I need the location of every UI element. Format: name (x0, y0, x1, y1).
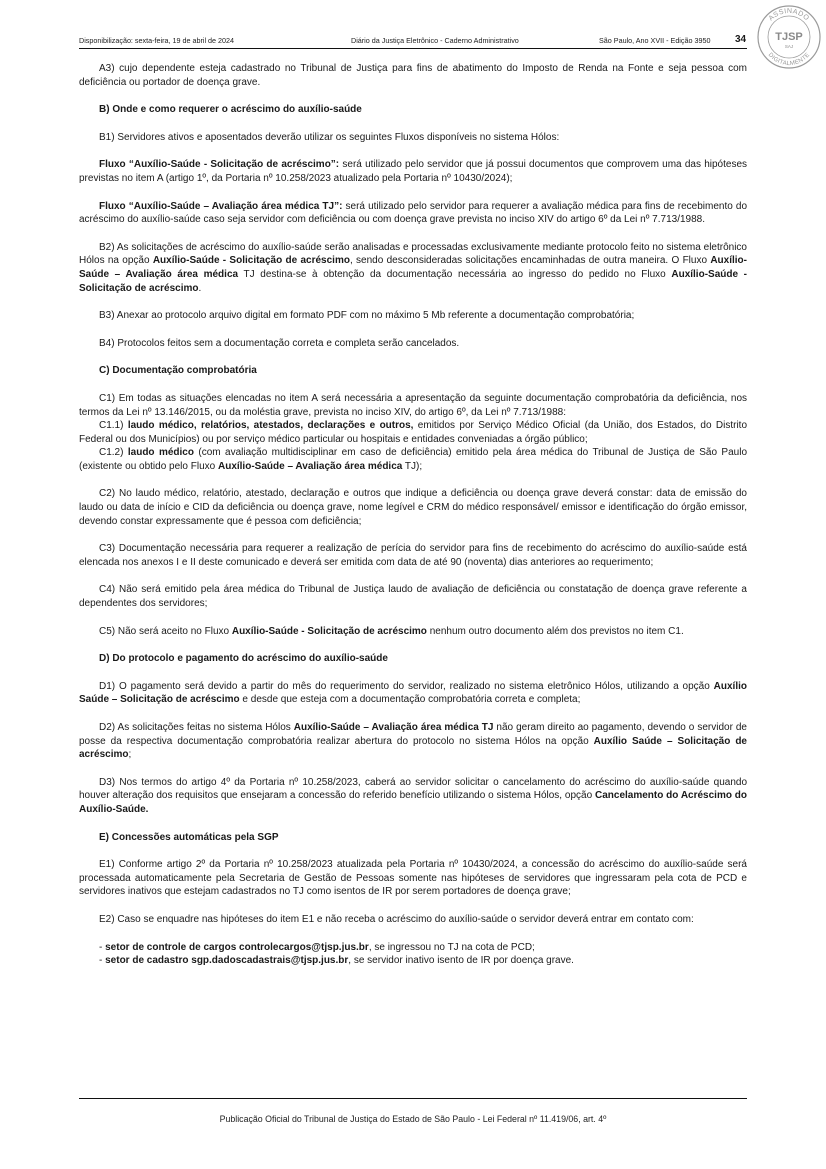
paragraph-fluxo-solicitacao (79, 158, 747, 185)
paragraph-c1: C1) Em todas as situações elencadas no item A será necessária a apresentação da seguinte documentação comprobatória da deficiência, nos termos da Lei nº 13.146/2015, ou da moléstia grave, prevista no inciso XIV, do artigo 6º, da Lei nº 7.713/1988: (79, 392, 747, 418)
seal-sub: SAJ (784, 44, 794, 49)
paragraph-fluxo-avaliacao (79, 200, 747, 227)
paragraph-c1-1: C1.1) laudo médico, relatórios, atestados, declarações e outros, emitidos por Serviço Médico Oficial (da União, dos Estados, do Distrito Federal ou dos Municípios) ou por serviço médico particular ou hospitais e entidades conveniadas a órgão público; (79, 420, 748, 445)
page-footer: Publicação Oficial do Tribunal de Justiça do Estado de São Paulo - Lei Federal nº 11.419/06, art. 4º (219, 1114, 607, 1124)
paragraph-c1-2: C1.2) laudo médico (com avaliação multidisciplinar em caso de deficiência) emitido pela área médica do Tribunal de Justiça de São Paulo (existente ou obtido pelo Fluxo Auxílio-Saúde – Avaliação área médica TJ); (79, 447, 748, 472)
contact-email-dados-cadastrais[interactable]: setor de cadastro sgp.dadoscadastrais@tjsp.jus.br (105, 955, 349, 967)
paragraph-c2: C2) No laudo médico, relatório, atestado, declaração e outros que indique a deficiência ou doença grave deverá constar: data de emissão do laudo ou data de início e CID da deficiência ou doença grave, nome legível e CRM do médico responsável/ emissor e identificação do órgão emissor, devendo constar expressamente que é pessoa com deficiência; (79, 488, 747, 527)
paragraph-e1: E1) Conforme artigo 2º da Portaria nº 10.258/2023 atualizada pela Portaria nº 10430/2024, a concessão do acréscimo do auxílio-saúde será processada automaticamente pela Secretaria de Gestão de Pessoas somente nas hipóteses de servidores que ingressaram pela cota de PCD e servidores inativos que estejam cadastrados no TJ como isentos de IR por serem portadores de doença grave; (79, 859, 747, 898)
header-rule (79, 48, 747, 49)
paragraph-c3: C3) Documentação necessária para requerer a realização de perícia do servidor para fins de recebimento do acréscimo do auxílio-saúde está elencada nos anexos I e II deste comunicado e deverá ser emitida com data de até 90 (noventa) dias anteriores ao requerimento; (79, 543, 747, 568)
paragraph-e2: E2) Caso se enquadre nas hipóteses do item E1 e não receba o acréscimo do auxílio-saúde o servidor deverá entrar em contato com: (99, 913, 694, 925)
contact-email-controle-cargos[interactable]: setor de controle de cargos controlecargos@tjsp.jus.br (105, 941, 369, 953)
header-date: Disponibilização: sexta-feira, 19 de abril de 2024 (79, 36, 235, 45)
section-heading-c: C) Documentação comprobatória (99, 365, 257, 377)
paragraph-d2: D2) As solicitações feitas no sistema Hólos Auxílio-Saúde – Avaliação área médica TJ não geram direito ao pagamento, devendo o servidor de posse da respectiva documentação comprobatória realizar abertura do protocolo no sistema Hólos na opção Auxílio Saúde – Solicitação de acréscimo; (79, 722, 747, 761)
contact-item-pcd: - setor de controle de cargos controlecargos@tjsp.jus.br, se ingressou no TJ na cota de PCD; (99, 941, 535, 953)
footer-rule (79, 1098, 747, 1099)
fluxo-avaliacao-title: Fluxo “Auxílio-Saúde – Avaliação área médica TJ”: (99, 200, 343, 212)
paragraph-c5: C5) Não será aceito no Fluxo Auxílio-Saúde - Solicitação de acréscimo nenhum outro documento além dos previstos no item C1. (99, 625, 684, 637)
seal-name: TJSP (775, 31, 803, 43)
page-number: 34 (735, 34, 747, 45)
digital-signature-seal (756, 4, 822, 70)
paragraph-b4: B4) Protocolos feitos sem a documentação correta e completa serão cancelados. (99, 337, 460, 349)
paragraph-c4: C4) Não será emitido pela área médica do Tribunal de Justiça laudo de avaliação de deficiência ou constatação de doença grave referente a dependentes dos servidores; (79, 584, 747, 610)
fluxo-solicitacao-title: Fluxo “Auxílio-Saúde - Solicitação de acréscimo”: (99, 159, 340, 171)
section-heading-e: E) Concessões automáticas pela SGP (99, 831, 279, 843)
svg-text:DIGITALMENTE (767, 52, 812, 67)
seal-top-text: ASSINADO (767, 7, 811, 23)
paragraph-b2: B2) As solicitações de acréscimo do auxílio-saúde serão analisadas e processadas exclusivamente mediante protocolo feito no sistema eletrônico Hólos na opção Auxílio-Saúde - Solicitação de acréscimo, sendo desconsideradas solicitações encaminhadas de outra maneira. O Fluxo Auxílio-Saúde – Avaliação área médica TJ destina-se à obtenção da documentação necessária ao ingresso do pedido no Fluxo Auxílio-Saúde - Solicitação de acréscimo. (79, 241, 747, 294)
header-publication: Diário da Justiça Eletrônico - Caderno Administrativo (351, 36, 519, 45)
paragraph-b1: B1) Servidores ativos e aposentados deverão utilizar os seguintes Fluxos disponíveis no sistema Hólos: (99, 131, 560, 143)
document-body (79, 62, 747, 982)
section-heading-b: B) Onde e como requerer o acréscimo do auxílio-saúde (99, 104, 362, 116)
paragraph-b3: B3) Anexar ao protocolo arquivo digital em formato PDF com no máximo 5 Mb referente a documentação comprobatória; (99, 310, 635, 322)
fluxo-solicitacao-text: será utilizado pelo servidor que já possui documentos que comprovem uma das hipóteses previstas no item A (artigo 1º, da Portaria nº 10.258/2023 atualizado pela Portaria nº 10430/2024); (79, 159, 747, 184)
header-edition: São Paulo, Ano XVII - Edição 3950 (599, 36, 711, 45)
paragraph-d1: D1) O pagamento será devido a partir do mês do requerimento do servidor, realizado no sistema eletrônico Hólos, utilizando a opção Auxílio Saúde – Solicitação de acréscimo e desde que esteja com a documentação comprobatória correta e completa; (79, 680, 747, 706)
section-heading-d: D) Do protocolo e pagamento do acréscimo do auxílio-saúde (99, 653, 388, 665)
seal-bottom-text: DIGITALMENTE (766, 52, 812, 68)
contact-item-inativo: - setor de cadastro sgp.dadoscadastrais@tjsp.jus.br, se servidor inativo isento de IR por doença grave. (99, 955, 574, 967)
paragraph-a3: A3) cujo dependente esteja cadastrado no Tribunal de Justiça para fins de abatimento do Imposto de Renda na Fonte e seja pessoa com deficiência ou portador de doença grave. (79, 63, 747, 88)
paragraph-d3: D3) Nos termos do artigo 4º da Portaria nº 10.258/2023, caberá ao servidor solicitar o cancelamento do acréscimo do auxílio-saúde quando houver alteração dos requisitos que ensejaram a concessão do referido benefício utilizando o sistema Hólos, opção Cancelamento do Acréscimo do Auxílio-Saúde. (79, 776, 747, 815)
fluxo-avaliacao-text: será utilizado pelo servidor para requerer a avaliação médica para fins de recebimento do acréscimo do auxílio-saúde caso seja servidor com deficiência ou com doença grave prevista no inciso XIV do artigo 6º da Lei nº 7.713/1988. (79, 200, 748, 226)
